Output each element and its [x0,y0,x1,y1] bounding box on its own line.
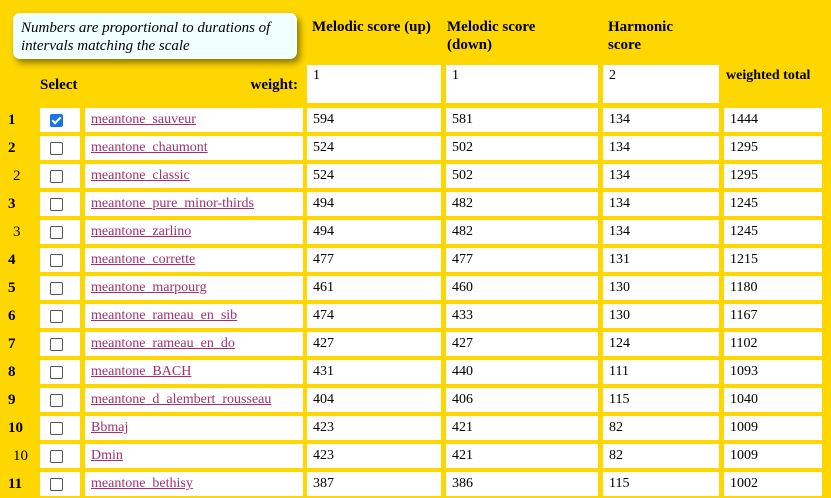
rank-label: 7 [8,336,16,352]
harmonic-value: 115 [603,472,719,496]
harmonic-value: 131 [603,248,719,272]
select-cell [40,164,80,188]
melodic-down-value: 440 [446,360,598,384]
melodic-up-value: 404 [307,388,441,412]
melodic-down-value: 460 [446,276,598,300]
scale-link[interactable]: meantone_pure_minor-thirds [91,196,255,211]
select-checkbox[interactable] [50,422,63,435]
scale-name-cell [85,164,303,188]
rank-label: 11 [8,476,23,492]
harmonic-value: 134 [603,192,719,216]
melodic-up-value: 477 [307,248,441,272]
melodic-down-value: 421 [446,444,598,468]
scale-name-cell [85,108,303,132]
table-row [0,136,831,160]
weight-input-up[interactable]: 1 [307,65,441,103]
weighted-total-value: 1295 [724,164,822,188]
weighted-total-value: 1093 [724,360,822,384]
rank-label: 4 [8,252,16,268]
scale-link[interactable]: meantone_d_alembert_rousseau [91,392,272,407]
melodic-down-value: 433 [446,304,598,328]
weighted-total-value: 1245 [724,220,822,244]
harmonic-value: 134 [603,136,719,160]
rank-label: 1 [8,112,16,128]
melodic-up-value: 494 [307,192,441,216]
header-weighted-total: weighted total [726,68,811,83]
scale-link[interactable]: meantone_classic [91,168,190,183]
weighted-total-value: 1002 [724,472,822,496]
header-weight: weight: [250,77,298,93]
weighted-total-value: 1215 [724,248,822,272]
select-cell [40,220,80,244]
rank-label: 10 [13,448,28,464]
rank-label: 10 [8,420,23,436]
melodic-down-value: 427 [446,332,598,356]
scale-link[interactable]: meantone_rameau_en_do [91,336,235,351]
melodic-up-value: 494 [307,220,441,244]
select-checkbox[interactable] [50,394,63,407]
scale-name-cell [85,416,303,440]
select-cell [40,304,80,328]
scale-name-cell [85,388,303,412]
table-row [0,472,831,496]
weighted-total-value: 1040 [724,388,822,412]
scale-name-cell [85,360,303,384]
scale-link[interactable]: meantone_sauveur [91,112,196,127]
scale-link[interactable]: meantone_corrette [91,252,196,267]
select-checkbox[interactable] [50,142,63,155]
weighted-total-value: 1009 [724,416,822,440]
weighted-total-value: 1180 [724,276,822,300]
melodic-up-value: 474 [307,304,441,328]
table-row [0,220,831,244]
harmonic-value: 82 [603,444,719,468]
table-row [0,164,831,188]
select-checkbox[interactable] [50,478,63,491]
harmonic-value: 134 [603,220,719,244]
scale-link[interactable]: meantone_rameau_en_sib [91,308,238,323]
table-row [0,332,831,356]
melodic-up-value: 423 [307,416,441,440]
header-harmonic: Harmonic score [608,19,673,53]
weighted-total-value: 1009 [724,444,822,468]
harmonic-value: 124 [603,332,719,356]
select-cell [40,192,80,216]
select-checkbox[interactable] [50,450,63,463]
select-cell [40,332,80,356]
melodic-up-value: 423 [307,444,441,468]
select-cell [40,388,80,412]
melodic-down-value: 406 [446,388,598,412]
harmonic-value: 130 [603,276,719,300]
select-checkbox[interactable] [50,226,63,239]
weight-input-harmonic[interactable]: 2 [603,65,719,103]
harmonic-value: 130 [603,304,719,328]
select-checkbox[interactable] [50,282,63,295]
scale-link[interactable]: Bbmaj [91,420,129,435]
harmonic-value: 134 [603,108,719,132]
header-select: Select [40,77,78,93]
rank-label: 9 [8,392,16,408]
melodic-up-value: 431 [307,360,441,384]
select-checkbox[interactable] [50,198,63,211]
select-cell [40,472,80,496]
weighted-total-value: 1295 [724,136,822,160]
table-row [0,248,831,272]
weighted-total-value: 1102 [724,332,822,356]
select-cell [40,276,80,300]
scale-link[interactable]: meantone_marpourg [91,280,207,295]
rank-label: 6 [8,308,16,324]
table-row [0,108,831,132]
rank-label: 2 [8,140,16,156]
melodic-up-value: 594 [307,108,441,132]
melodic-down-value: 482 [446,220,598,244]
header-melodic-up: Melodic score (up) [312,19,431,35]
scale-link[interactable]: meantone_zarlino [91,224,192,239]
table-row [0,388,831,412]
scale-name-cell [85,220,303,244]
scale-link[interactable]: meantone_BACH [91,364,192,379]
select-checkbox[interactable] [50,338,63,351]
select-cell [40,444,80,468]
melodic-up-value: 387 [307,472,441,496]
scale-name-cell [85,248,303,272]
weighted-total-value: 1245 [724,192,822,216]
rank-label: 8 [8,364,16,380]
scale-name-cell [85,472,303,496]
select-checkbox[interactable] [50,254,63,267]
melodic-up-value: 427 [307,332,441,356]
scale-name-cell [85,276,303,300]
select-checkbox[interactable] [50,114,63,127]
melodic-down-value: 502 [446,136,598,160]
table-row [0,304,831,328]
rank-label: 2 [13,168,21,184]
select-cell [40,416,80,440]
select-cell [40,248,80,272]
table-row [0,444,831,468]
table-row [0,416,831,440]
info-note: Numbers are proportional to durations of intervals matching the scale [13,13,297,59]
table-row [0,276,831,300]
rank-label: 3 [8,196,16,212]
melodic-up-value: 524 [307,136,441,160]
scale-name-cell [85,304,303,328]
melodic-down-value: 581 [446,108,598,132]
melodic-down-value: 421 [446,416,598,440]
scale-link[interactable]: meantone_chaumont [91,140,208,155]
harmonic-value: 82 [603,416,719,440]
select-checkbox[interactable] [50,310,63,323]
scale-name-cell [85,444,303,468]
weighted-total-value: 1167 [724,304,822,328]
melodic-down-value: 482 [446,192,598,216]
scale-name-cell [85,192,303,216]
melodic-down-value: 386 [446,472,598,496]
scale-name-cell [85,332,303,356]
weighted-total-value: 1444 [724,108,822,132]
table-row [0,360,831,384]
melodic-down-value: 502 [446,164,598,188]
scale-link[interactable]: meantone_bethisy [91,476,193,491]
select-cell [40,108,80,132]
rank-label: 3 [13,224,21,240]
harmonic-value: 134 [603,164,719,188]
scale-name-cell [85,136,303,160]
melodic-down-value: 477 [446,248,598,272]
melodic-up-value: 461 [307,276,441,300]
table-row [0,192,831,216]
select-checkbox[interactable] [50,366,63,379]
header-melodic-down: Melodic score (down) [447,19,536,53]
harmonic-value: 115 [603,388,719,412]
select-checkbox[interactable] [50,170,63,183]
harmonic-value: 111 [603,360,719,384]
select-cell [40,136,80,160]
scale-link[interactable]: Dmin [91,448,123,463]
melodic-up-value: 524 [307,164,441,188]
weight-input-down[interactable]: 1 [446,65,598,103]
rank-label: 5 [8,280,16,296]
select-cell [40,360,80,384]
